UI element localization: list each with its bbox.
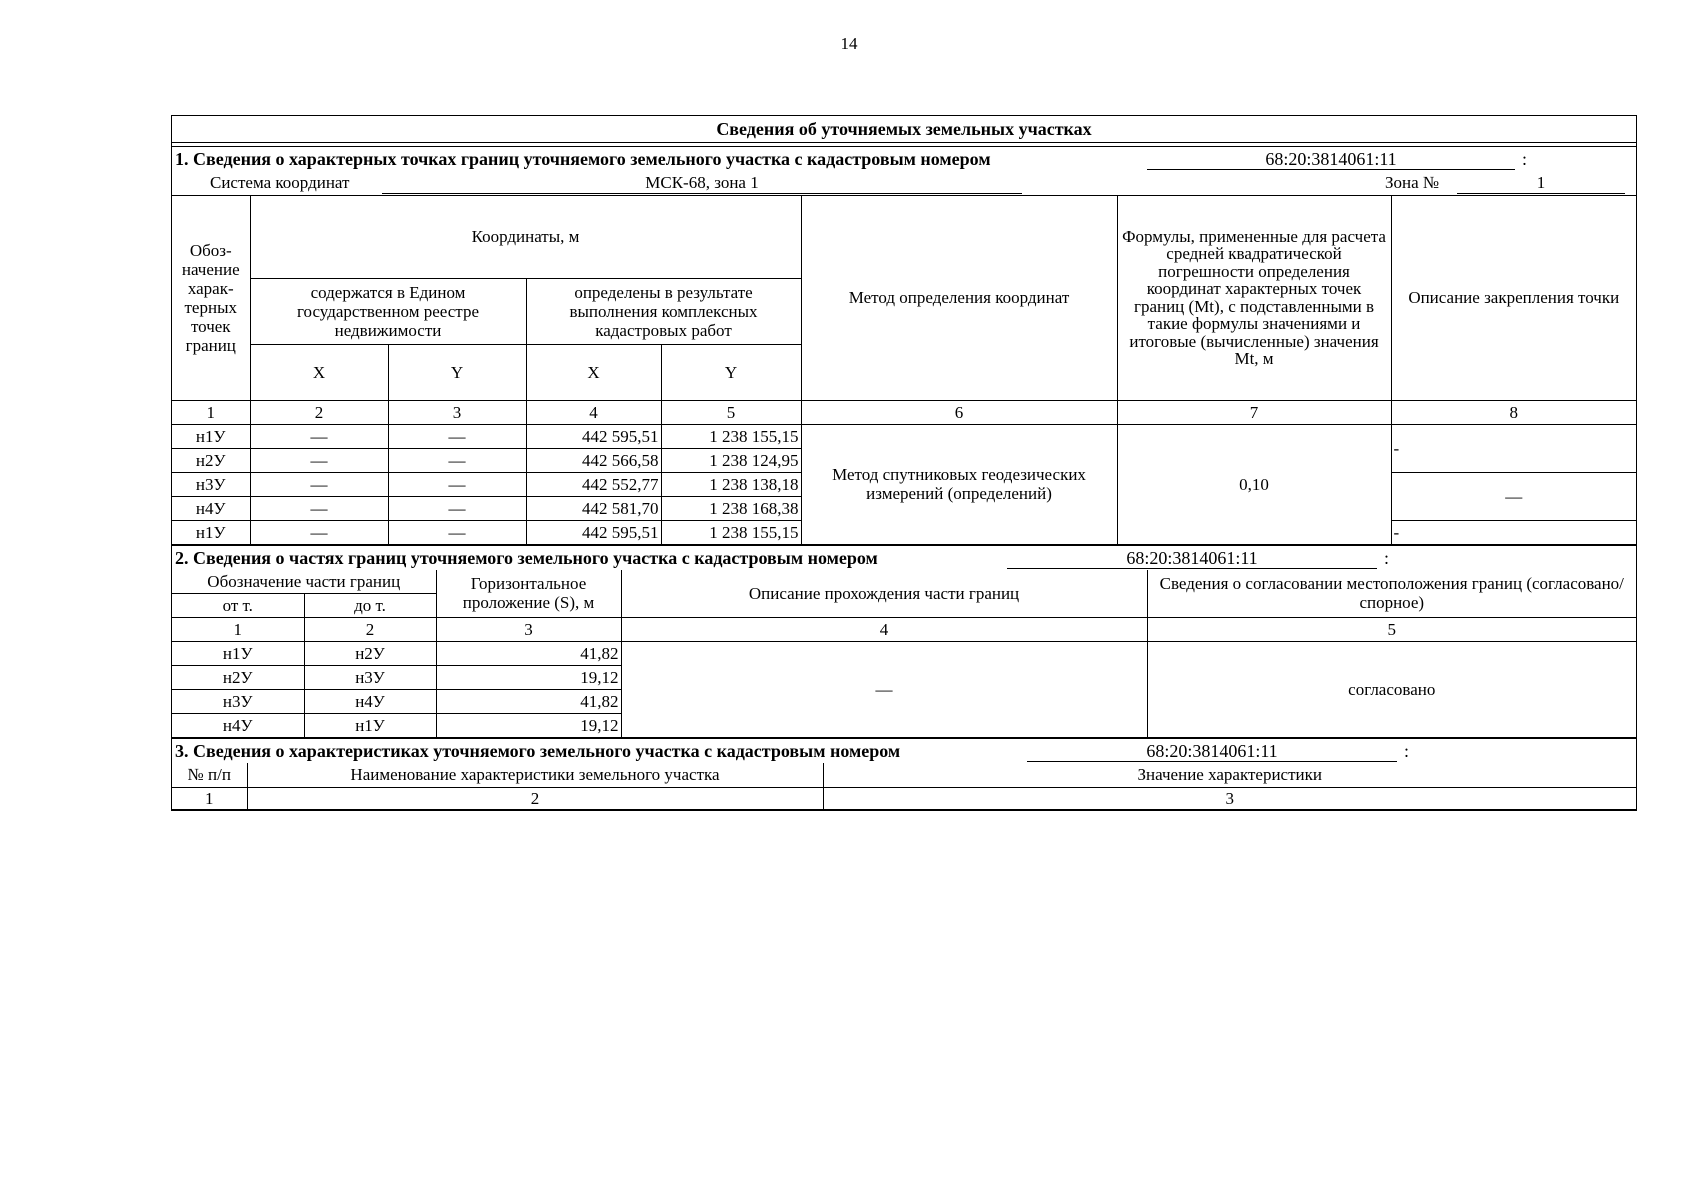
to-point: н1У [304,714,436,738]
point-name: н1У [172,424,250,448]
col-number: 4 [621,618,1147,642]
col-number: 1 [172,400,250,424]
boundary-parts-table [172,570,1636,739]
col-number: 7 [1117,400,1391,424]
header-from: от т. [172,594,304,618]
section2-colon: : [1384,547,1390,568]
mt-value: 0,10 [1117,424,1391,544]
header-part: Обозначение части границ [172,570,436,594]
to-point: н3У [304,666,436,690]
section3-cadastral-number: 68:20:3814061:11 [1027,739,1397,762]
x-egrn: — [250,496,388,520]
y-egrn: — [388,424,526,448]
header-egrn: содержатся в Едином государственном реестре недвижимости [250,278,526,344]
x-egrn: — [250,448,388,472]
x-value: 442 595,51 [526,520,661,544]
agreement-value: согласовано [1147,642,1636,738]
cadastral-document [171,115,1637,811]
header-formulas: Формулы, примененные для расчета средней квадратической погрешности определения координат характерных точек границ (Mt), с подставленными в такие формулы значениями и итоговые (вычисленные) значения Mt, м [1117,196,1391,400]
header-x-kkr: X [526,344,661,400]
header-characteristic-name: Наименование характеристики земельного участка [247,763,823,787]
header-fixing: Описание закрепления точки [1391,196,1636,400]
coordinate-system-row [172,171,1636,196]
zone-value: 1 [1457,171,1625,194]
header-method: Метод определения координат [801,196,1117,400]
x-egrn: — [250,520,388,544]
header-to: до т. [304,594,436,618]
header-designation: Обоз-начение харак-терных точек границ [172,196,250,400]
x-value: 442 552,77 [526,472,661,496]
section2-header [172,545,1636,570]
header-characteristic-value: Значение характеристики [823,763,1636,787]
col-number: 3 [823,787,1636,809]
col-number: 6 [801,400,1117,424]
y-egrn: — [388,520,526,544]
from-point: н4У [172,714,304,738]
section1-header [172,147,1636,171]
x-egrn: — [250,472,388,496]
section2-label: 2. Сведения о частях границ уточняемого земельного участка с кадастровым номером [175,547,878,568]
header-horizontal: Горизонтальное проложение (S), м [436,570,621,618]
method-value: Метод спутниковых геодезических измерений (определений) [801,424,1117,544]
fixing-value: - [1391,424,1636,472]
description-value: — [621,642,1147,738]
point-name: н3У [172,472,250,496]
y-value: 1 238 138,18 [661,472,801,496]
col-number: 1 [172,787,247,809]
section3-header [172,738,1636,763]
from-point: н2У [172,666,304,690]
y-egrn: — [388,448,526,472]
page-number: 14 [840,34,858,53]
col-number: 8 [1391,400,1636,424]
characteristics-table [172,763,1636,810]
from-point: н1У [172,642,304,666]
fixing-value: — [1391,472,1636,520]
col-number: 4 [526,400,661,424]
header-num: № п/п [172,763,247,787]
horizontal-value: 19,12 [436,714,621,738]
header-kkr: определены в результате выполнения комплексных кадастровых работ [526,278,801,344]
x-egrn: — [250,424,388,448]
header-y-kkr: Y [661,344,801,400]
y-value: 1 238 155,15 [661,520,801,544]
col-number: 2 [247,787,823,809]
col-number: 3 [388,400,526,424]
y-egrn: — [388,472,526,496]
header-x-egrn: X [250,344,388,400]
section3-colon: : [1404,741,1410,761]
y-value: 1 238 124,95 [661,448,801,472]
x-value: 442 566,58 [526,448,661,472]
y-egrn: — [388,496,526,520]
header-agreement: Сведения о согласовании местоположения границ (согласовано/спорное) [1147,570,1636,618]
fixing-value: - [1391,520,1636,544]
points-table [172,196,1636,545]
coord-system-value: МСК-68, зона 1 [382,171,1022,194]
col-number: 3 [436,618,621,642]
horizontal-value: 19,12 [436,666,621,690]
section1-cadastral-number: 68:20:3814061:11 [1147,147,1515,170]
section1-colon: : [1522,149,1528,169]
point-name: н1У [172,520,250,544]
section3-label: 3. Сведения о характеристиках уточняемого земельного участка с кадастровым номером [175,741,901,761]
section2-cadastral-number: 68:20:3814061:11 [1007,546,1377,569]
col-number: 2 [250,400,388,424]
col-number: 5 [1147,618,1636,642]
header-y-egrn: Y [388,344,526,400]
horizontal-value: 41,82 [436,642,621,666]
document-title: Сведения об уточняемых земельных участках [172,116,1636,143]
y-value: 1 238 155,15 [661,424,801,448]
to-point: н2У [304,642,436,666]
point-name: н4У [172,496,250,520]
y-value: 1 238 168,38 [661,496,801,520]
col-number: 5 [661,400,801,424]
from-point: н3У [172,690,304,714]
horizontal-value: 41,82 [436,690,621,714]
col-number: 2 [304,618,436,642]
x-value: 442 581,70 [526,496,661,520]
to-point: н4У [304,690,436,714]
point-name: н2У [172,448,250,472]
x-value: 442 595,51 [526,424,661,448]
header-coordinates: Координаты, м [250,196,801,278]
zone-label: Зона № [1385,173,1440,192]
section1-label: 1. Сведения о характерных точках границ уточняемого земельного участка с кадастровым номером [175,149,991,169]
header-description: Описание прохождения части границ [621,570,1147,618]
coord-system-label: Система координат [210,173,350,192]
col-number: 1 [172,618,304,642]
